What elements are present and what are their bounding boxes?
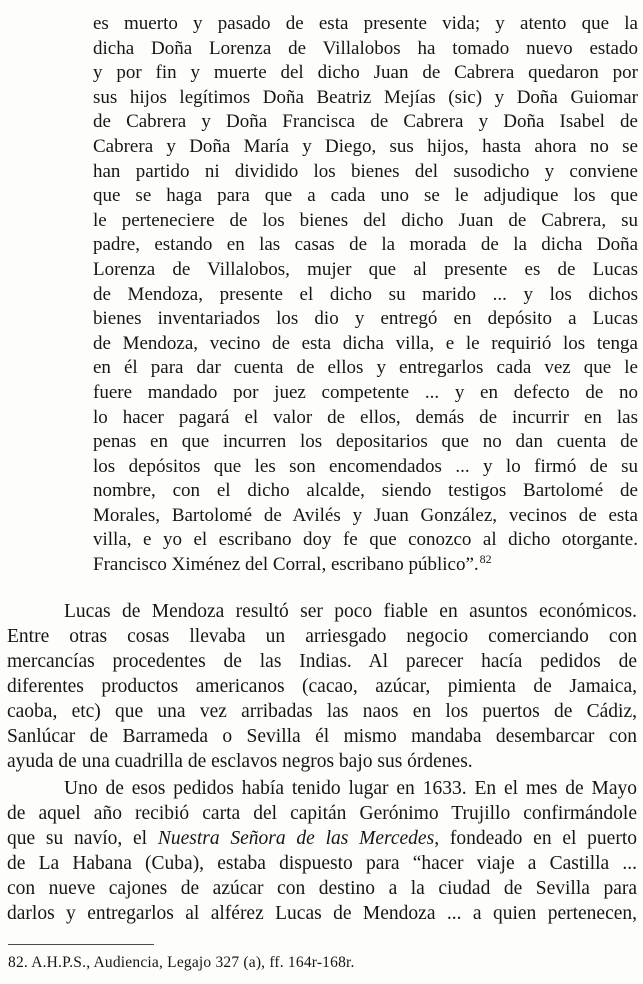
body-line: Entre otras cosas llevaba un arriesgado negocio comerciando con (7, 626, 637, 647)
body-line-text: , fondeado en el puerto (434, 828, 637, 849)
quote-line: dicha Doña Lorenza de Villalobos ha tomado nuevo estado (93, 37, 638, 59)
quote-line: bienes inventariados los dio y entregó en depósito a Lucas (93, 308, 638, 330)
notarial-blockquote (93, 12, 638, 578)
quote-line: villa, e yo el escribano doy fe que conozco al dicho otorgante. (93, 529, 638, 551)
quote-line: de Mendoza, presente el dicho su marido ... y los dichos (93, 283, 638, 305)
quote-line: sus hijos legítimos Doña Beatriz Mejías (sic) y Doña Guiomar (93, 86, 638, 108)
paragraph-lucas-de-mendoza (7, 599, 637, 774)
quote-line: en él para dar cuenta de ellos y entregarlos cada vez que le (93, 357, 638, 379)
quote-line: Cabrera y Doña María y Diego, sus hijos, hasta ahora no se (93, 135, 638, 157)
quote-line: Lorenza de Villalobos, mujer que al presente es de Lucas (93, 258, 638, 280)
body-line: con nueve cajones de azúcar con destino a la ciudad de Sevilla para (7, 878, 637, 899)
quote-line: es muerto y pasado de esta presente vida; y atento que la (93, 13, 638, 34)
body-line: Uno de esos pedidos había tenido lugar en 1633. En el mes de Mayo (64, 778, 637, 799)
paragraph-pedido-1633 (7, 776, 637, 926)
footnote-reference-82: 82 (479, 551, 492, 566)
quote-line: han partido ni dividido los bienes del susodicho y conviene (93, 160, 638, 182)
quote-line: los depósitos que les son encomendados ... y lo firmó de su (93, 455, 638, 477)
footnote-divider-rule (8, 944, 154, 945)
quote-line: Morales, Bartolomé de Avilés y Juan González, vecinos de esta (93, 504, 638, 526)
quote-line: penas en que incurren los depositarios que no dan cuenta de (93, 431, 638, 453)
quote-line: y por fin y muerte del dicho Juan de Cabrera quedaron por (93, 62, 638, 84)
body-line: darlos y entregarlos al alférez Lucas de Mendoza ... a quien pertenecen, (7, 903, 637, 924)
body-line-text: que su navío, el (7, 828, 158, 849)
quote-line: de Mendoza, vecino de esta dicha villa, e le requirió los tenga (93, 332, 638, 354)
body-line: caoba, etc) que una vez arribadas las naos en los puertos de Cádiz, (7, 701, 637, 722)
quote-line: padre, estando en las casas de la morada de la dicha Doña (93, 234, 638, 256)
body-line: de La Habana (Cuba), estaba dispuesto para “hacer viaje a Castilla ... (7, 853, 637, 874)
body-line: de aquel año recibió carta del capitán Gerónimo Trujillo confirmándole (7, 803, 637, 824)
quote-line: lo hacer pagará el valor de ellos, demás de incurrir en las (93, 406, 638, 428)
quote-line: que se haga para que a cada uno se le adjudique los que (93, 185, 638, 207)
body-line-with-ship-name (7, 826, 637, 851)
footnote-text: 82. A.H.P.S., Audiencia, Legajo 327 (a), ff. 164r-168r. (8, 954, 355, 971)
quote-last-line (93, 553, 638, 578)
body-line: Lucas de Mendoza resultó ser poco fiable en asuntos económicos. (64, 601, 637, 622)
footnote-area (8, 944, 628, 972)
body-line: diferentes productos americanos (cacao, azúcar, pimienta de Jamaica, (7, 676, 637, 697)
quote-line: nombre, con el dicho alcalde, siendo testigos Bartolomé de (93, 480, 638, 502)
ship-name-italic: Nuestra Señora de las Mercedes (157, 828, 435, 849)
body-line: Sanlúcar de Barrameda o Sevilla él mismo mandaba desembarcar con (7, 726, 637, 747)
quote-line: le perteneciere de los bienes del dicho Juan de Cabrera, su (93, 209, 638, 231)
body-line: mercancías procedentes de las Indias. Al parecer hacía pedidos de (7, 651, 637, 672)
body-line: ayuda de una cuadrilla de esclavos negros bajo sus órdenes. (7, 751, 473, 772)
quote-line: de Cabrera y Doña Francisca de Cabrera y Doña Isabel de (93, 111, 638, 133)
quote-last-line-text: Francisco Ximénez del Corral, escribano público”. (93, 554, 479, 576)
quote-line: fuere mandado por juez competente ... y en defecto de no (93, 381, 638, 403)
body-text (7, 599, 637, 926)
